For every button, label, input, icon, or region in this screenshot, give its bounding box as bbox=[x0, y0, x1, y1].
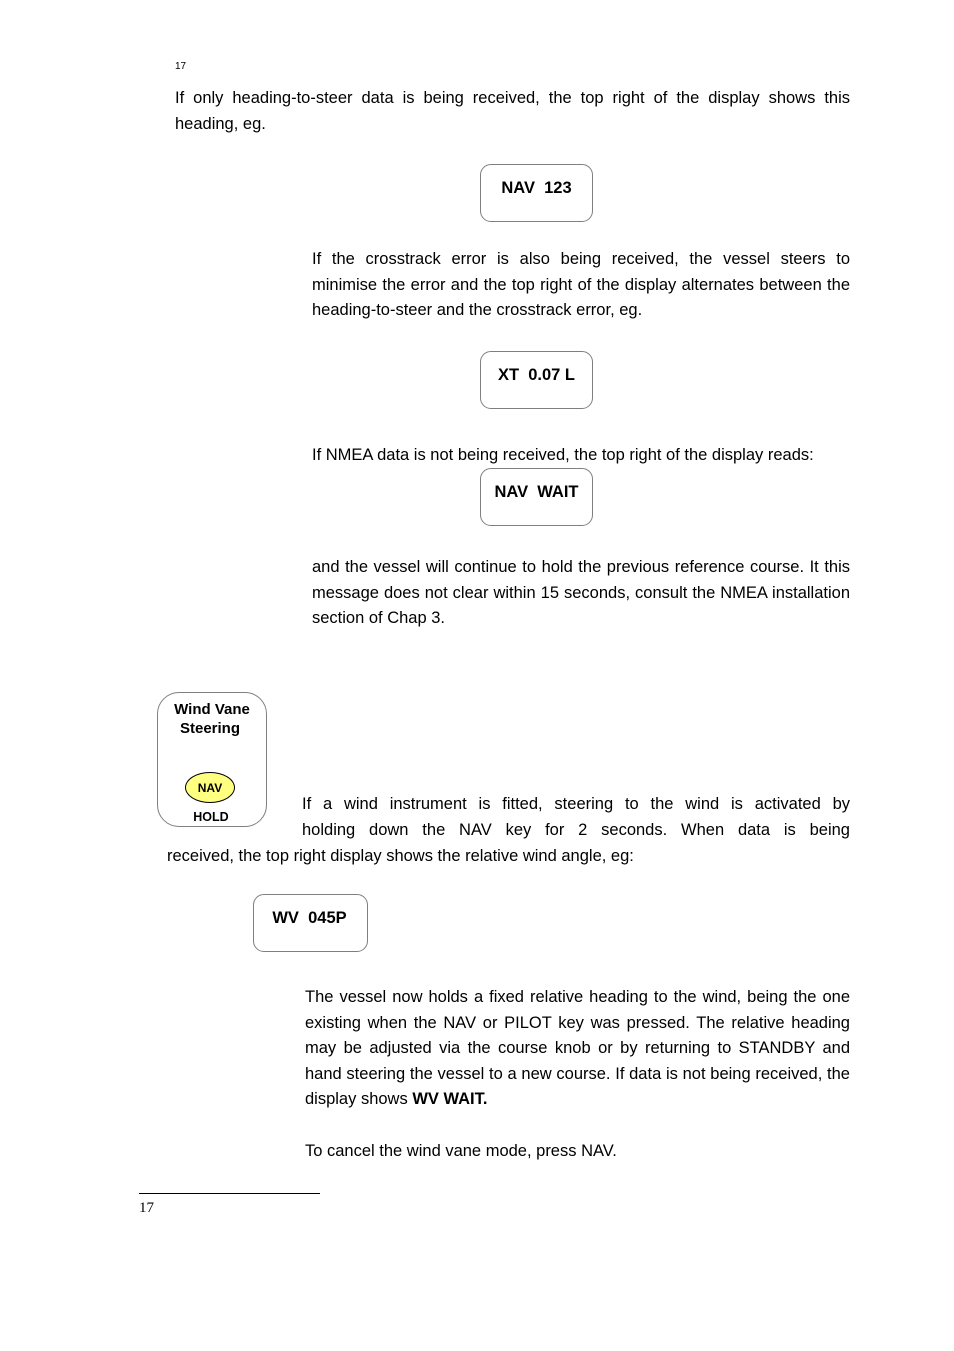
hold-label: HOLD bbox=[193, 810, 229, 824]
display-nav-123-text: NAV 123 bbox=[501, 179, 572, 197]
page-marker: 17 bbox=[175, 61, 187, 72]
wind-vane-key-panel bbox=[157, 692, 267, 827]
key-panel-title-line2: Steering bbox=[179, 720, 240, 737]
paragraph-wind-heading-text: The vessel now holds a fixed relative heading to the wind, being the one existing when the NAV or PILOT key was pressed. The relative heading may be adjusted via the course knob or by returning to STANDBY and hand steering the vessel to a new course. If data is not being received, the display shows bbox=[305, 988, 850, 1109]
paragraph-wind-line3: received, the top right display shows the relative wind angle, eg: bbox=[167, 847, 634, 865]
display-nav-wait bbox=[480, 468, 593, 526]
display-nav-123 bbox=[480, 164, 593, 222]
key-panel-title-line1: Wind Vane bbox=[174, 701, 250, 718]
display-wv-text: WV 045P bbox=[272, 909, 347, 927]
nav-key-button[interactable] bbox=[185, 772, 235, 803]
paragraph-hold-course: and the vessel will continue to hold the previous reference course. It this message does not clear within 15 seconds, consult the NMEA installation section of Chap 3. bbox=[312, 558, 850, 628]
display-wv bbox=[253, 894, 368, 952]
paragraph-crosstrack: If the crosstrack error is also being received, the vessel steers to minimise the error and the top right of the display alternates between the heading-to-steer and the crosstrack error, eg. bbox=[312, 250, 850, 320]
footnote-number: 17 bbox=[139, 1200, 154, 1216]
paragraph-wind-heading bbox=[305, 985, 850, 1113]
display-xt bbox=[480, 351, 593, 409]
wv-wait-bold: WV WAIT. bbox=[412, 1090, 488, 1109]
footnote-separator bbox=[139, 1193, 320, 1194]
display-xt-text: XT 0.07 L bbox=[497, 366, 576, 384]
paragraph-nmea-not-received: If NMEA data is not being received, the top right of the display reads: bbox=[312, 446, 814, 464]
paragraph-heading-to-steer: If only heading-to-steer data is being received, the top right of the display shows this heading, eg. bbox=[175, 89, 850, 133]
paragraph-wind-line1: If a wind instrument is fitted, steering to the wind is activated by bbox=[302, 795, 850, 813]
paragraph-wind-line2: holding down the NAV key for 2 seconds. When data is being bbox=[302, 821, 850, 839]
paragraph-cancel: To cancel the wind vane mode, press NAV. bbox=[305, 1142, 617, 1160]
display-nav-wait-text: NAV WAIT bbox=[494, 483, 579, 501]
nav-key-label: NAV bbox=[197, 780, 223, 795]
